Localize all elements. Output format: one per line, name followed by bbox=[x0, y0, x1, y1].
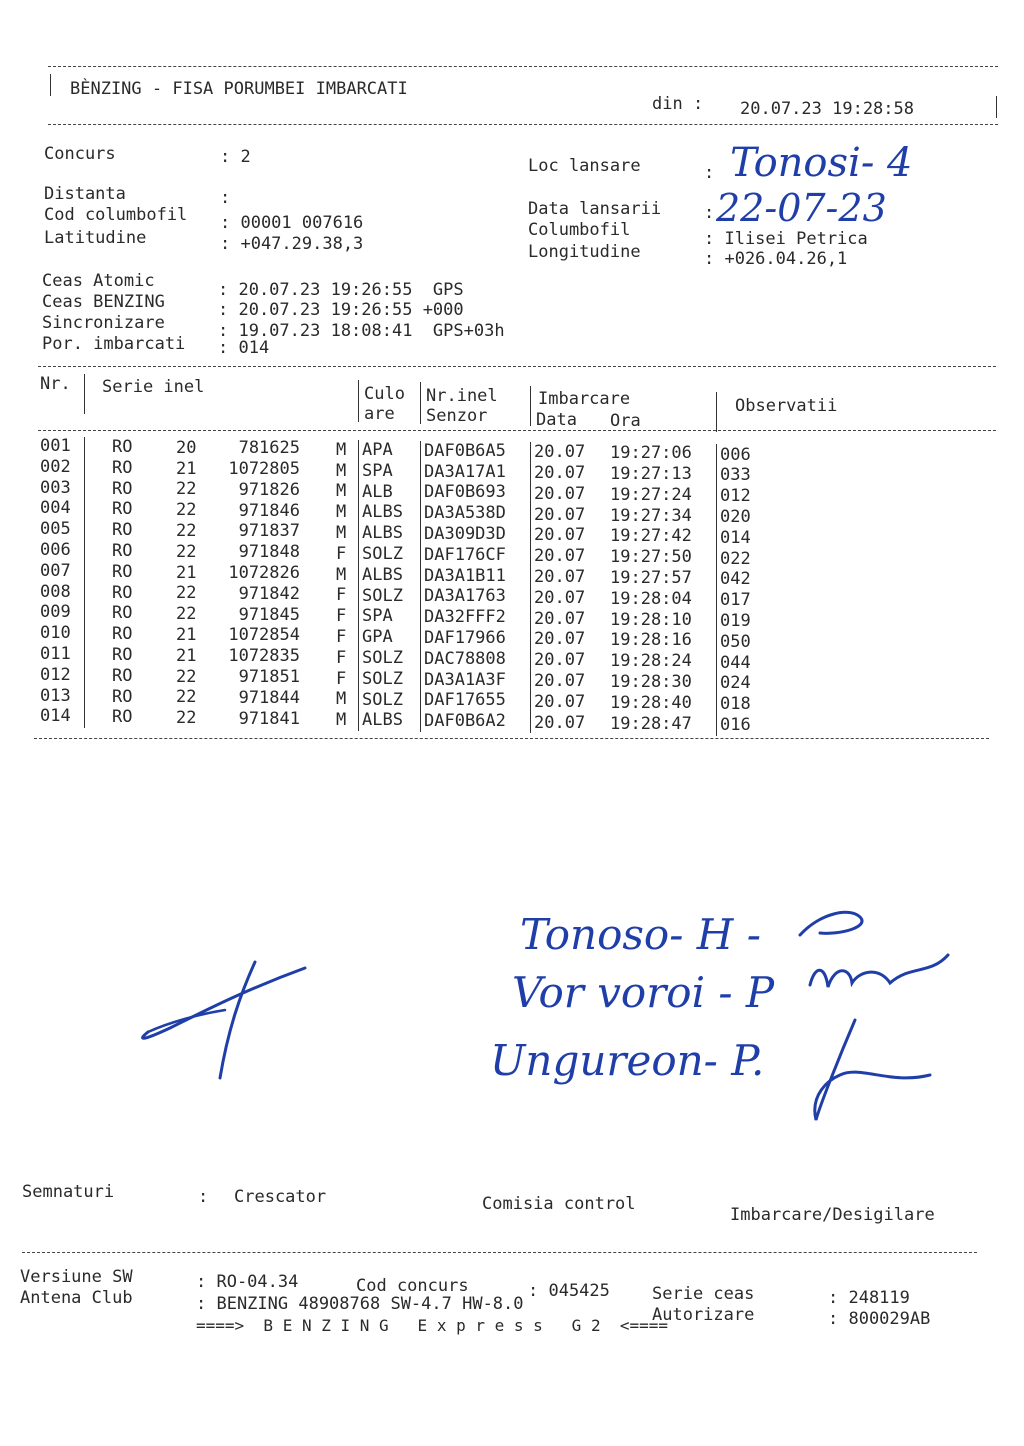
cell-nr: 014 bbox=[40, 706, 71, 727]
row-divider bbox=[420, 711, 421, 732]
latitudine-label: Latitudine bbox=[44, 228, 147, 248]
row-divider bbox=[84, 499, 85, 520]
row-divider bbox=[716, 507, 717, 528]
autorizare-value: : 800029AB bbox=[828, 1309, 931, 1329]
cell-an: 22 bbox=[176, 666, 197, 687]
row-divider bbox=[420, 524, 421, 545]
ceas-atomic-value: : 20.07.23 19:26:55 GPS bbox=[218, 280, 464, 300]
cell-sex: F bbox=[336, 606, 347, 627]
row-divider bbox=[530, 442, 531, 463]
cell-nr: 002 bbox=[40, 456, 71, 477]
cell-sex: F bbox=[336, 626, 347, 647]
sincronizare-value: : 19.07.23 18:08:41 GPS+03h bbox=[218, 321, 505, 341]
cell-sex: M bbox=[336, 481, 347, 502]
col-divider bbox=[84, 374, 85, 414]
row-divider bbox=[358, 669, 359, 690]
cell-observatii: 020 bbox=[720, 506, 751, 527]
longitudine-value: : +026.04.26,1 bbox=[704, 249, 848, 269]
row-divider bbox=[716, 569, 717, 590]
cell-observatii: 022 bbox=[720, 548, 751, 569]
concurs-label: Concurs bbox=[44, 144, 116, 164]
table-top-dashed-line bbox=[38, 366, 996, 367]
row-divider bbox=[420, 586, 421, 607]
row-divider bbox=[716, 486, 717, 507]
row-divider bbox=[358, 482, 359, 503]
cell-nr: 005 bbox=[40, 519, 71, 540]
cell-senzor: DAF176CF bbox=[424, 544, 506, 565]
cell-culoare: SOLZ bbox=[362, 585, 403, 606]
cell-tara: RO bbox=[112, 457, 133, 478]
cell-senzor: DA3A1A3F bbox=[424, 669, 506, 690]
cell-observatii: 050 bbox=[720, 631, 751, 652]
cell-sex: F bbox=[336, 585, 347, 606]
row-divider bbox=[716, 694, 717, 715]
cell-an: 22 bbox=[176, 604, 197, 625]
cell-an: 22 bbox=[176, 583, 197, 604]
cell-sex: M bbox=[336, 439, 347, 460]
row-divider bbox=[530, 567, 531, 588]
cod-columbofil-label: Cod columbofil bbox=[44, 205, 188, 225]
cell-tara: RO bbox=[112, 436, 133, 457]
handwritten-note-line-1: Tonoso- H - bbox=[520, 910, 761, 959]
row-divider bbox=[84, 582, 85, 603]
cell-an: 21 bbox=[176, 645, 197, 666]
longitudine-label: Longitudine bbox=[528, 242, 641, 262]
row-divider bbox=[716, 548, 717, 569]
cell-observatii: 014 bbox=[720, 527, 751, 548]
cell-observatii: 017 bbox=[720, 590, 751, 611]
row-divider bbox=[420, 649, 421, 670]
row-divider bbox=[84, 624, 85, 645]
row-divider bbox=[420, 545, 421, 566]
table-header-bottom-dashed-line bbox=[38, 430, 996, 431]
cell-data: 20.07 bbox=[534, 462, 586, 483]
row-divider bbox=[530, 546, 531, 567]
cell-tara: RO bbox=[112, 478, 133, 499]
cell-tara: RO bbox=[112, 540, 133, 561]
cell-observatii: 019 bbox=[720, 610, 751, 631]
row-divider bbox=[84, 603, 85, 624]
cell-data: 20.07 bbox=[534, 691, 586, 712]
cell-culoare: APA bbox=[362, 440, 393, 461]
ceas-benzing-label: Ceas BENZING bbox=[42, 292, 165, 312]
ceas-atomic-label: Ceas Atomic bbox=[42, 271, 155, 291]
cell-senzor: DA3A17A1 bbox=[424, 461, 506, 482]
cell-sex: F bbox=[336, 647, 347, 668]
semnaturi-colon: : bbox=[198, 1187, 209, 1207]
cell-nr: 013 bbox=[40, 685, 71, 706]
cell-nr: 006 bbox=[40, 540, 71, 560]
cell-sex: M bbox=[336, 564, 347, 585]
serie-ceas-value: : 248119 bbox=[828, 1288, 910, 1308]
cell-ora: 19:27:57 bbox=[610, 567, 692, 588]
cell-nr: 012 bbox=[40, 664, 71, 685]
cell-sex: F bbox=[336, 543, 347, 564]
loc-lansare-label: Loc lansare bbox=[528, 156, 641, 176]
cell-inel: 1072805 bbox=[228, 458, 300, 479]
col-divider bbox=[530, 386, 531, 426]
col-header-data: Data bbox=[536, 410, 577, 430]
cell-observatii: 018 bbox=[720, 694, 751, 715]
cell-inel: 971837 bbox=[238, 521, 300, 542]
cell-senzor: DA3A538D bbox=[424, 503, 506, 524]
cell-inel: 971841 bbox=[238, 708, 300, 729]
cell-observatii: 044 bbox=[720, 652, 751, 673]
row-divider bbox=[420, 670, 421, 691]
cell-inel: 971842 bbox=[238, 583, 300, 604]
cell-ora: 19:27:42 bbox=[610, 526, 692, 547]
cell-culoare: ALBS bbox=[362, 710, 403, 731]
cell-culoare: GPA bbox=[362, 627, 393, 648]
row-divider bbox=[716, 465, 717, 486]
cell-inel: 971851 bbox=[238, 666, 300, 687]
cell-nr: 008 bbox=[40, 581, 71, 602]
cell-senzor: DAF0B6A2 bbox=[424, 711, 506, 732]
data-lansarii-label: Data lansarii bbox=[528, 199, 662, 219]
row-divider bbox=[84, 478, 85, 499]
loc-lansare-colon: : bbox=[704, 163, 715, 183]
signature-comisia bbox=[780, 895, 970, 1135]
distanta-label: Distanta bbox=[44, 184, 126, 204]
cell-sex: M bbox=[336, 522, 347, 543]
col-header-nr: Nr. bbox=[40, 374, 71, 394]
cell-ora: 19:27:50 bbox=[610, 547, 692, 568]
cell-nr: 004 bbox=[40, 498, 71, 519]
cell-an: 21 bbox=[176, 458, 197, 479]
cell-data: 20.07 bbox=[534, 650, 586, 671]
handwritten-note-line-3: Ungureon- P. bbox=[490, 1036, 765, 1085]
cell-tara: RO bbox=[112, 624, 133, 645]
concurs-value: : 2 bbox=[220, 147, 251, 167]
serie-ceas-label: Serie ceas bbox=[652, 1284, 755, 1304]
cell-inel: 1072854 bbox=[228, 625, 300, 646]
cell-data: 20.07 bbox=[534, 712, 586, 733]
din-value: 20.07.23 19:28:58 bbox=[740, 99, 914, 119]
data-lansarii-colon: : bbox=[704, 203, 715, 223]
row-divider bbox=[716, 590, 717, 611]
cell-senzor: DAF0B6A5 bbox=[424, 440, 506, 461]
cell-an: 22 bbox=[176, 687, 197, 708]
cell-data: 20.07 bbox=[534, 546, 586, 567]
row-divider bbox=[358, 606, 359, 627]
cod-concurs-value: : 045425 bbox=[528, 1281, 610, 1301]
row-divider bbox=[358, 710, 359, 731]
cell-ora: 19:28:16 bbox=[610, 630, 692, 651]
col-header-culoare-2: are bbox=[364, 404, 395, 424]
row-divider bbox=[530, 525, 531, 546]
cell-an: 21 bbox=[176, 624, 197, 645]
row-divider bbox=[530, 484, 531, 505]
columbofil-value: : Ilisei Petrica bbox=[704, 229, 868, 249]
row-divider bbox=[716, 632, 717, 653]
cod-concurs-label: Cod concurs bbox=[356, 1276, 469, 1296]
handwritten-note-line-2: Vor voroi - P bbox=[512, 968, 775, 1017]
cell-inel: 781625 bbox=[238, 438, 300, 459]
row-divider bbox=[420, 628, 421, 649]
cell-observatii: 042 bbox=[720, 569, 751, 590]
cell-data: 20.07 bbox=[534, 483, 586, 504]
row-divider bbox=[716, 528, 717, 549]
row-divider bbox=[530, 463, 531, 484]
row-divider bbox=[358, 565, 359, 586]
cell-nr: 001 bbox=[40, 436, 71, 456]
cell-inel: 971844 bbox=[238, 687, 300, 708]
cell-inel: 971846 bbox=[238, 500, 300, 521]
din-label: din : bbox=[652, 94, 704, 114]
cell-tara: RO bbox=[112, 561, 133, 582]
cell-observatii: 006 bbox=[720, 444, 751, 465]
footer-top-dashed-line bbox=[22, 1252, 977, 1253]
benzing-banner: ====> B E N Z I N G E x p r e s s G 2 <==== bbox=[196, 1316, 669, 1335]
cell-data: 20.07 bbox=[534, 670, 586, 691]
cell-observatii: 033 bbox=[720, 465, 751, 486]
row-divider bbox=[84, 707, 85, 728]
cell-ora: 19:28:10 bbox=[610, 609, 692, 630]
col-header-nrinel-2: Senzor bbox=[426, 406, 488, 426]
row-divider bbox=[530, 671, 531, 692]
autorizare-label: Autorizare bbox=[652, 1305, 755, 1325]
cell-culoare: SOLZ bbox=[362, 648, 403, 669]
distanta-value: : bbox=[220, 188, 231, 208]
cell-data: 20.07 bbox=[534, 587, 586, 608]
cell-inel: 971826 bbox=[238, 479, 300, 500]
cell-culoare: SOLZ bbox=[362, 668, 403, 689]
por-imbarcati-value: : 014 bbox=[218, 338, 270, 358]
cell-tara: RO bbox=[112, 644, 133, 665]
top-dashed-line bbox=[48, 66, 998, 67]
row-divider bbox=[358, 586, 359, 607]
row-divider bbox=[420, 482, 421, 503]
cell-data: 20.07 bbox=[534, 608, 586, 629]
cell-culoare: ALBS bbox=[362, 564, 403, 585]
cell-tara: RO bbox=[112, 686, 133, 707]
imbarcare-desigilare-label: Imbarcare/Desigilare bbox=[730, 1205, 935, 1225]
cell-data: 20.07 bbox=[534, 629, 586, 650]
row-divider bbox=[84, 457, 85, 478]
row-divider bbox=[420, 690, 421, 711]
row-divider bbox=[420, 462, 421, 483]
col-divider bbox=[716, 392, 717, 432]
antena-club-label: Antena Club bbox=[20, 1288, 133, 1308]
cell-ora: 19:28:40 bbox=[610, 692, 692, 713]
cell-observatii: 024 bbox=[720, 673, 751, 694]
row-divider bbox=[358, 502, 359, 523]
row-divider bbox=[530, 650, 531, 671]
cell-senzor: DAC78808 bbox=[424, 648, 506, 669]
cell-an: 22 bbox=[176, 520, 197, 541]
row-divider bbox=[358, 544, 359, 565]
cell-nr: 007 bbox=[40, 560, 71, 581]
row-divider bbox=[84, 541, 85, 562]
cell-tara: RO bbox=[112, 665, 133, 686]
cell-culoare: SOLZ bbox=[362, 544, 403, 565]
cell-culoare: ALBS bbox=[362, 523, 403, 544]
row-divider bbox=[716, 611, 717, 632]
cell-ora: 19:27:34 bbox=[610, 505, 692, 526]
cell-data: 20.07 bbox=[534, 442, 586, 463]
data-lansarii-handwritten: 22-07-23 bbox=[716, 186, 887, 230]
cell-sex: M bbox=[336, 710, 347, 731]
document-title: BÈNZING - FISA PORUMBEI IMBARCATI bbox=[70, 79, 408, 99]
cell-inel: 1072835 bbox=[228, 646, 300, 667]
versiune-sw-value: : RO-04.34 bbox=[196, 1272, 299, 1292]
cell-tara: RO bbox=[112, 603, 133, 624]
row-divider bbox=[358, 523, 359, 544]
col-header-imbarcare: Imbarcare bbox=[538, 389, 631, 409]
cell-nr: 003 bbox=[40, 477, 71, 498]
col-header-nrinel-1: Nr.inel bbox=[426, 386, 498, 406]
cell-sex: M bbox=[336, 689, 347, 710]
row-divider bbox=[420, 607, 421, 628]
row-divider bbox=[84, 686, 85, 707]
col-header-observatii: Observatii bbox=[735, 396, 838, 416]
cell-ora: 19:28:04 bbox=[610, 588, 692, 609]
row-divider bbox=[716, 715, 717, 736]
cell-culoare: SPA bbox=[362, 606, 393, 627]
latitudine-value: : +047.29.38,3 bbox=[220, 234, 364, 254]
cell-observatii: 012 bbox=[720, 486, 751, 507]
cell-nr: 011 bbox=[40, 644, 71, 664]
cell-tara: RO bbox=[112, 520, 133, 541]
cell-nr: 009 bbox=[40, 602, 71, 623]
cell-culoare: ALB bbox=[362, 481, 393, 502]
row-divider bbox=[84, 645, 85, 666]
cell-culoare: SOLZ bbox=[362, 689, 403, 710]
row-divider bbox=[530, 505, 531, 526]
cell-senzor: DA32FFF2 bbox=[424, 607, 506, 628]
crescator-label: Crescator bbox=[234, 1187, 327, 1207]
table-bottom-dashed-line bbox=[34, 738, 989, 739]
row-divider bbox=[358, 627, 359, 648]
col-header-culoare-1: Culo bbox=[364, 384, 405, 404]
cell-inel: 1072826 bbox=[228, 562, 300, 583]
cell-ora: 19:27:06 bbox=[610, 443, 692, 464]
cell-tara: RO bbox=[112, 499, 133, 520]
row-divider bbox=[358, 461, 359, 482]
cell-ora: 19:28:47 bbox=[610, 713, 692, 734]
row-divider bbox=[358, 648, 359, 669]
versiune-sw-label: Versiune SW bbox=[20, 1267, 133, 1287]
header-right-border bbox=[996, 96, 997, 118]
cell-senzor: DA3A1763 bbox=[424, 586, 506, 607]
cell-ora: 19:28:24 bbox=[610, 651, 692, 672]
cell-an: 22 bbox=[176, 541, 197, 562]
por-imbarcati-label: Por. imbarcati bbox=[42, 334, 186, 354]
columbofil-label: Columbofil bbox=[528, 220, 631, 240]
cell-an: 20 bbox=[176, 437, 197, 458]
cell-an: 21 bbox=[176, 562, 197, 583]
header-bottom-dashed-line bbox=[48, 124, 998, 125]
col-header-ora: Ora bbox=[610, 411, 641, 431]
loc-lansare-handwritten: Tonosi- 4 bbox=[730, 140, 913, 186]
row-divider bbox=[716, 673, 717, 694]
cell-ora: 19:28:30 bbox=[610, 671, 692, 692]
row-divider bbox=[530, 588, 531, 609]
cell-ora: 19:27:24 bbox=[610, 484, 692, 505]
row-divider bbox=[420, 503, 421, 524]
row-divider bbox=[530, 609, 531, 630]
cell-sex: M bbox=[336, 502, 347, 523]
ceas-benzing-value: : 20.07.23 19:26:55 +000 bbox=[218, 300, 464, 320]
cell-an: 22 bbox=[176, 479, 197, 500]
row-divider bbox=[358, 690, 359, 711]
semnaturi-label: Semnaturi bbox=[22, 1182, 115, 1202]
header-left-border bbox=[50, 74, 51, 96]
row-divider bbox=[716, 652, 717, 673]
col-header-serie: Serie inel bbox=[102, 377, 205, 397]
cell-senzor: DA3A1B11 bbox=[424, 565, 506, 586]
antena-club-value: : BENZING 48908768 SW-4.7 HW-8.0 bbox=[196, 1294, 524, 1314]
row-divider bbox=[530, 629, 531, 650]
row-divider bbox=[530, 692, 531, 713]
cod-columbofil-value: : 00001 007616 bbox=[220, 213, 364, 233]
cell-tara: RO bbox=[112, 582, 133, 603]
cell-nr: 010 bbox=[40, 623, 71, 644]
row-divider bbox=[84, 665, 85, 686]
cell-data: 20.07 bbox=[534, 525, 586, 546]
cell-an: 22 bbox=[176, 708, 197, 729]
cell-observatii: 016 bbox=[720, 714, 751, 735]
cell-sex: M bbox=[336, 460, 347, 481]
cell-inel: 971845 bbox=[238, 604, 300, 625]
cell-senzor: DAF17966 bbox=[424, 628, 506, 648]
cell-culoare: ALBS bbox=[362, 502, 403, 523]
cell-an: 22 bbox=[176, 500, 197, 521]
row-divider bbox=[420, 441, 421, 462]
row-divider bbox=[84, 561, 85, 582]
cell-culoare: SPA bbox=[362, 460, 393, 481]
row-divider bbox=[530, 713, 531, 734]
signature-crescator bbox=[130, 950, 330, 1090]
row-divider bbox=[84, 437, 85, 458]
comisia-control-label: Comisia control bbox=[482, 1194, 636, 1214]
col-divider bbox=[358, 380, 359, 422]
row-divider bbox=[420, 566, 421, 587]
row-divider bbox=[716, 444, 717, 465]
cell-inel: 971848 bbox=[238, 542, 300, 563]
cell-senzor: DA309D3D bbox=[424, 524, 506, 544]
row-divider bbox=[84, 520, 85, 541]
cell-senzor: DAF17655 bbox=[424, 690, 506, 711]
cell-ora: 19:27:13 bbox=[610, 463, 692, 484]
cell-data: 20.07 bbox=[534, 504, 586, 525]
cell-senzor: DAF0B693 bbox=[424, 482, 506, 503]
cell-tara: RO bbox=[112, 707, 133, 728]
cell-sex: F bbox=[336, 668, 347, 689]
col-divider bbox=[420, 382, 421, 424]
sincronizare-label: Sincronizare bbox=[42, 313, 165, 333]
cell-data: 20.07 bbox=[534, 566, 586, 587]
row-divider bbox=[358, 440, 359, 461]
